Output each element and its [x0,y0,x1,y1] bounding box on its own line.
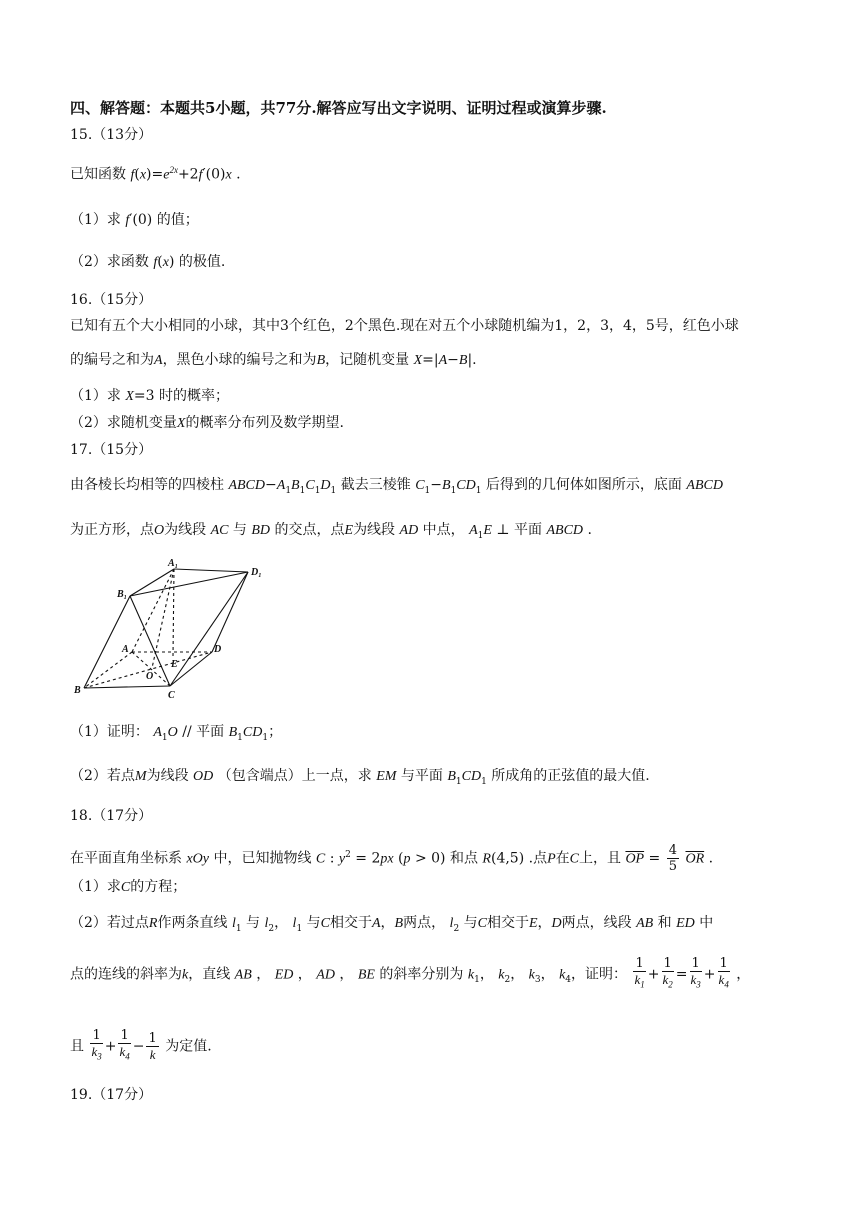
q18-stem: 在平面直角坐标系 xOy 中，已知抛物线 C : $y^2 = 2px$ (p > 0) 和点 R(4,5) .点P在C上，且 $\overline{OP}$ = $\frac{4}{5}$ $\overline{OR}$ . [70,843,714,875]
q16-header: 16.（15分） [70,292,153,308]
edge-a1-o [152,569,174,668]
q15-part2: （2）求函数 f(x) 的极值. [70,254,226,270]
q17-stem-line2: 为正方形，点O为线段 AC 与 BD 的交点，点E为线段 AD 中点， $A_1E$ ⊥ 平面 ABCD . [70,522,592,541]
q18-part2-line1: （2）若过点R作两条直线 $l_1$ 与 $l_2$， $l_1$ 与C相交于A，B两点， $l_2$ 与C相交于E，D两点，线段 AB 和 ED 中 [70,915,714,934]
label-a1: A₁ [168,558,179,569]
label-e: E [171,659,178,670]
edge-a1-e [173,569,174,656]
q16-part1: （1）求 X=3 时的概率； [70,388,230,404]
edge-b-c [84,686,170,688]
label-a: A [122,644,129,655]
section-title: 四、解答题：本题共5小题，共77分.解答应写出文字说明、证明过程或演算步骤. [70,99,607,117]
q15-part1: （1）求 f′(0) 的值； [70,212,199,228]
edge-d1-c [170,572,248,686]
edge-b1-b [84,596,130,688]
edge-a-b [84,652,132,688]
label-d1: D₁ [251,567,262,578]
label-b1: B₁ [117,589,128,600]
edge-b-d [84,652,212,688]
q16-stem-line1: 已知有五个大小相同的小球，其中3个红色，2个黑色.现在对五个小球随机编为1，2，3，4，5号，红色小球 [70,318,739,334]
q17-part2: （2）若点M为线段 OD （包含端点）上一点，求 EM 与平面 $B_1CD_1$ 所成角的正弦值的最大值. [70,768,650,787]
edge-a1-d1 [174,569,248,572]
q17-part1: （1）证明： $A_1O$ // 平面 $B_1CD_1$； [70,724,283,743]
q15-header: 15.（13分） [70,127,153,143]
q19-header: 19.（17分） [70,1087,153,1103]
label-d: D [214,644,222,655]
geometry-figure [70,556,290,706]
label-o: O [146,671,154,682]
q16-part2: （2）求随机变量X的概率分布列及数学期望. [70,415,344,431]
q18-part2-line2: 点的连线的斜率为k，直线 AB ， ED ， AD ， BE 的斜率分别为 $k_1$， $k_2$， $k_3$， $k_4$，证明： $\frac{1}{k_1}$ + $\frac{1}{k_2}$ = $\frac{1}{k_3}$ + $\frac{1}{k_4}$ ， [70,956,751,990]
label-c: C [168,690,175,701]
q17-header: 17.（15分） [70,442,153,458]
q17-stem-line1: 由各棱长均相等的四棱柱 $ABCD-A_1B_1C_1D_1$ 截去三棱锥 $C_1-B_1CD_1$ 后得到的几何体如图所示，底面 ABCD [70,477,723,496]
q16-stem-line2: 的编号之和为A，黑色小球的编号之和为B，记随机变量 X=|A−B|. [70,352,477,368]
q18-header: 18.（17分） [70,808,153,824]
edge-b1-d1 [130,572,248,596]
edge-d1-d [212,572,248,652]
label-b: B [74,685,81,696]
q18-part2-line3: 且 $\frac{1}{k_3}$ + $\frac{1}{k_4}$ − $\frac{1}{k}$ 为定值. [70,1028,212,1062]
q15-stem: 已知函数 $f(x)=e^{2x}+2f'(0)x$ . [70,165,241,183]
q18-part1: （1）求C的方程； [70,879,187,895]
